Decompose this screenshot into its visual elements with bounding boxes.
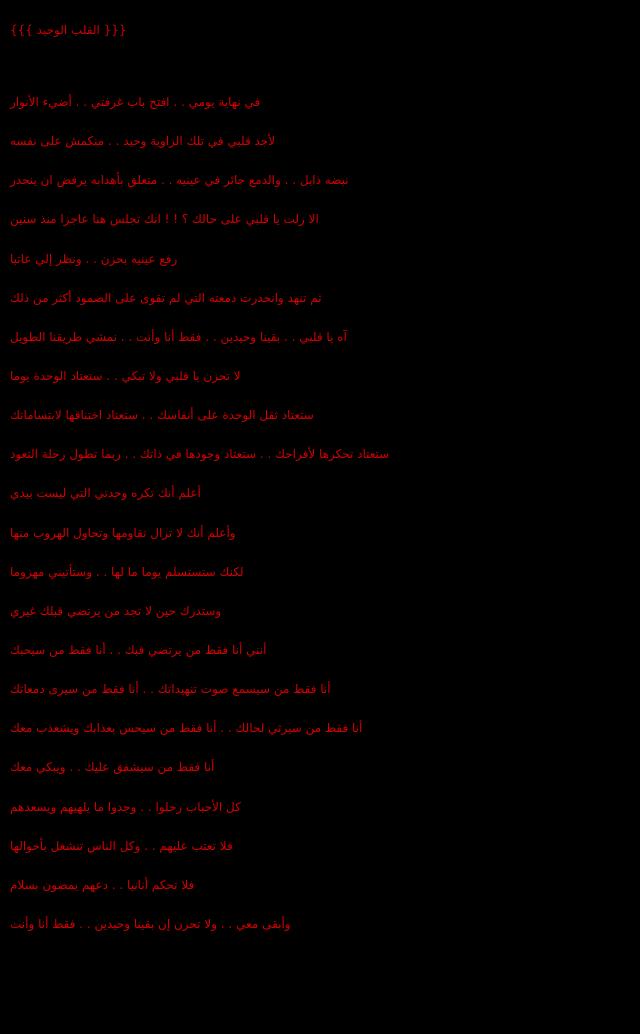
- poem-line: في نهاية يومي . . افتح باب غرفتي . . أضيء الأنوار: [10, 95, 261, 109]
- poem-line: الا زلت يا قلبي على حالك ؟ ! ! انك تجلس هنا عاجزا منذ سنين: [10, 212, 319, 227]
- poem-line: نبضه ذابل . . والدمع حائر في عينيه . . متعلق بأهدابه يرفض ان ينحدر: [10, 173, 349, 188]
- poem-line: لكنك ستستسلم يوما ما لها . . وستأتيني مهزوما: [10, 564, 244, 579]
- poem-line: لأجد قلبي في تلك الزاوية وحيد . . منكمش على نفسه: [10, 134, 276, 149]
- poem-line: ثم تنهد وانحدرت دمعته التي لم تقوى على الصمود أكثر من ذلك: [10, 290, 322, 305]
- poem-line: أنا فقط من سيرثي لحالك . . أنا فقط من سيحس بعذابك ويشعذب معك: [10, 721, 363, 736]
- page-title: {{{ القلب الوحيد }}}: [10, 23, 127, 37]
- poem-line: آه يا قلبي . . بقينا وحيدين . . فقط أنا وأنت . . نمشي طريقنا الطويل: [10, 329, 347, 344]
- poem-line: وأبقى معي . . ولا تحزن إن بقينا وحيدين . . فقط أنا وأنت: [10, 916, 291, 931]
- poem-line: ستعتاد تحكرها لأفراحك . . ستعتاد وجودها في ذاتك . . ربما تطول رحلة التعود: [10, 447, 390, 462]
- poem-line: أنني أنا فقط من يرتضي قبك . . أنا فقط من سيحبك: [10, 642, 267, 657]
- poem-line: كل الأحباب رحلوا . . وجدوا ما يلهيهم ويسعدهم: [10, 799, 241, 814]
- poem-line: لا تحزن يا قلبي ولا تبكي . . ستعتاد الوحدة يوما: [10, 368, 241, 383]
- poem-line: فلا تعتب عليهم . . وكل الناس تنشغل بأحوالها: [10, 838, 233, 853]
- poem-line: أنا فقط من سيشفق عليك . . ويبكي معك: [10, 760, 215, 775]
- poem-line: وأعلم أنك لا تزال تقاومها وتحاول الهروب منها: [10, 525, 236, 540]
- poem-line: أعلم أنك تكره وحدتي التي ليست بيدي: [10, 486, 201, 501]
- poem-line: أنا فقط من سيسمع صوت تنهيداتك . . أنا فقط من سيرى دمعاتك: [10, 682, 331, 697]
- poem-line: ستعتاد ثقل الوحدة على أنفاسك . . ستعتاد اختناقها لابتساماتك: [10, 408, 314, 423]
- poem-line: فلا تحكم أنانيا . . دعهم يمضون بسلام: [10, 877, 195, 892]
- poem-line: رفع عينيه بحزن . . ونظر إلي عاتبا: [10, 251, 178, 266]
- poem-line: وستدرك حين لا تجد من يرتضي قبلك غيري: [10, 603, 222, 618]
- poem-body: [10, 92, 430, 953]
